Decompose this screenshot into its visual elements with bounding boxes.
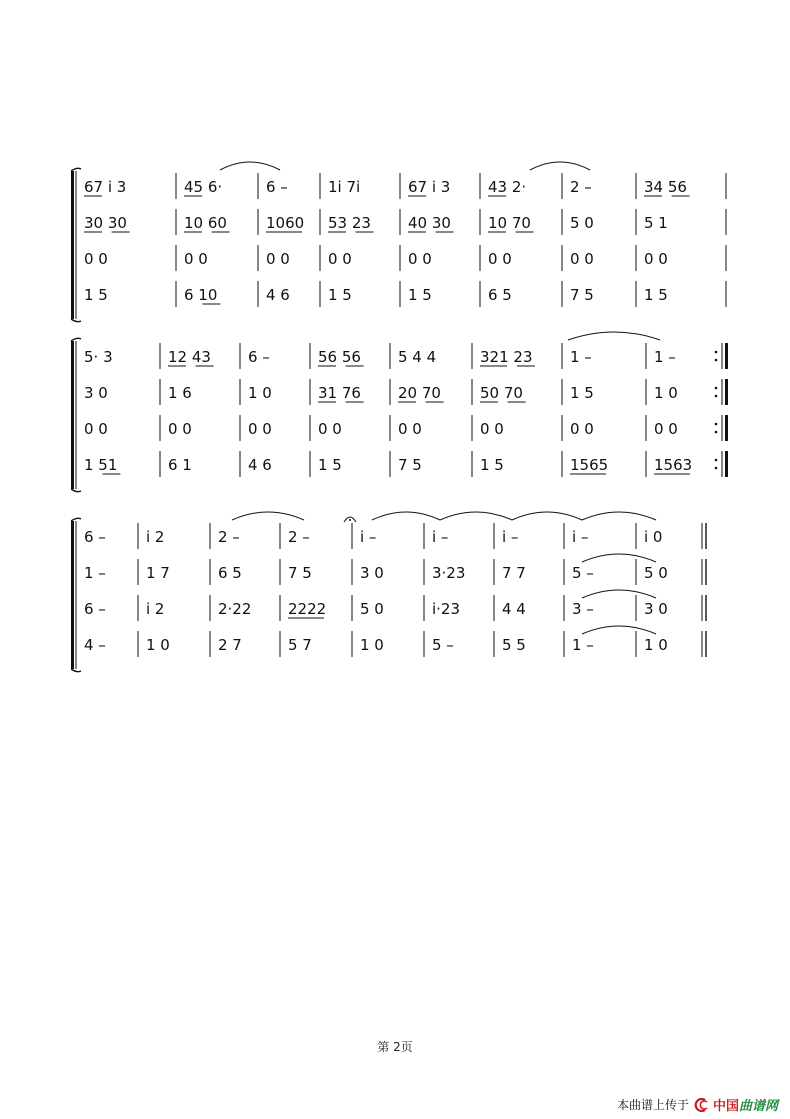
measure-notes: 1 6 bbox=[168, 384, 192, 402]
measure-notes: 1 7 bbox=[146, 564, 170, 582]
measure-notes: 1 0 bbox=[360, 636, 384, 654]
measure-notes: 1 5 bbox=[570, 384, 594, 402]
repeat-dot bbox=[715, 351, 718, 354]
measure-notes: 4 6 bbox=[248, 456, 272, 474]
measure-notes: 7 5 bbox=[398, 456, 422, 474]
measure-notes: 0 0 bbox=[84, 250, 108, 268]
measure-notes: 0 0 bbox=[184, 250, 208, 268]
measure-notes: 0 0 bbox=[654, 420, 678, 438]
measure-notes: 5 0 bbox=[570, 214, 594, 232]
measure-notes: 34 56 bbox=[644, 178, 687, 196]
measure-notes: 2 – bbox=[570, 178, 592, 196]
measure-notes: 4 4 bbox=[502, 600, 526, 618]
measure-notes: 0 0 bbox=[168, 420, 192, 438]
measure-notes: 7 5 bbox=[288, 564, 312, 582]
measure-notes: 1 – bbox=[570, 348, 592, 366]
measure-notes: 1 5 bbox=[84, 286, 108, 304]
tie-slur bbox=[512, 512, 582, 520]
logo-text-red: 中国 bbox=[712, 1099, 739, 1114]
repeat-barline-thick bbox=[725, 451, 728, 477]
measure-notes: 0 0 bbox=[318, 420, 342, 438]
upload-credit: 本曲谱上传于 bbox=[616, 1098, 689, 1112]
measure-notes: 45 6· bbox=[184, 178, 223, 196]
tie-slur bbox=[568, 332, 660, 340]
staff-system bbox=[71, 168, 726, 321]
measure-notes: 1 – bbox=[572, 636, 594, 654]
measure-notes: 6 – bbox=[266, 178, 288, 196]
measure-notes: 43 2· bbox=[488, 178, 527, 196]
measure-notes: 3 0 bbox=[644, 600, 668, 618]
repeat-dot bbox=[715, 423, 718, 426]
measure-notes: 3·23 bbox=[432, 564, 466, 582]
repeat-barline-thick bbox=[725, 379, 728, 405]
system-bracket bbox=[71, 341, 74, 489]
measure-notes: 3 – bbox=[572, 600, 594, 618]
measure-notes: 2 – bbox=[288, 528, 310, 546]
measure-notes: i 2 bbox=[146, 528, 165, 546]
measure-notes: i·23 bbox=[432, 600, 461, 618]
measure-notes: 56 56 bbox=[318, 348, 361, 366]
tie-slur bbox=[582, 590, 656, 598]
measure-notes: 1060 bbox=[266, 214, 305, 232]
measure-notes: 67 i 3 bbox=[408, 178, 451, 196]
measure-notes: 10 60 bbox=[184, 214, 227, 232]
measure-notes: 53 23 bbox=[328, 214, 371, 232]
measure-notes: 3 0 bbox=[360, 564, 384, 582]
fermata-dot bbox=[349, 519, 351, 521]
tie-slur bbox=[582, 626, 656, 634]
measure-notes: 5 0 bbox=[644, 564, 668, 582]
measure-notes: 6 – bbox=[84, 528, 106, 546]
measure-notes: 1 – bbox=[654, 348, 676, 366]
measure-notes: 1 0 bbox=[644, 636, 668, 654]
measure-notes: 5 1 bbox=[644, 214, 668, 232]
measure-notes: 321 23 bbox=[480, 348, 533, 366]
site-logo-icon bbox=[693, 1098, 711, 1112]
measure-notes: 1 0 bbox=[654, 384, 678, 402]
site-logo-text bbox=[713, 1095, 778, 1114]
measure-notes: 0 0 bbox=[266, 250, 290, 268]
measure-notes: i – bbox=[432, 528, 449, 546]
measure-notes: 31 76 bbox=[318, 384, 361, 402]
measure-notes: 5 – bbox=[572, 564, 594, 582]
measure-notes: 67 i 3 bbox=[84, 178, 127, 196]
measure-notes: 1 5 bbox=[408, 286, 432, 304]
footer-watermark bbox=[617, 1095, 778, 1114]
measure-notes: 1 51 bbox=[84, 456, 118, 474]
repeat-dot bbox=[715, 359, 718, 362]
system-bracket bbox=[71, 171, 74, 319]
measure-notes: 0 0 bbox=[84, 420, 108, 438]
measure-notes: 6 5 bbox=[218, 564, 242, 582]
repeat-dot bbox=[715, 395, 718, 398]
system-bracket bbox=[71, 521, 74, 669]
measure-notes: 3 0 bbox=[84, 384, 108, 402]
repeat-dot bbox=[715, 459, 718, 462]
repeat-dot bbox=[715, 431, 718, 434]
measure-notes: 2·22 bbox=[218, 600, 252, 618]
measure-notes: 4 6 bbox=[266, 286, 290, 304]
measure-notes: 30 30 bbox=[84, 214, 127, 232]
repeat-dot bbox=[715, 467, 718, 470]
measure-notes: i – bbox=[572, 528, 589, 546]
measure-notes: 10 70 bbox=[488, 214, 531, 232]
measure-notes: 4 – bbox=[84, 636, 106, 654]
page-number: 第 2页 bbox=[377, 1040, 413, 1054]
repeat-dot bbox=[715, 387, 718, 390]
tie-slur bbox=[232, 512, 304, 520]
measure-notes: 6 – bbox=[248, 348, 270, 366]
measure-notes: 5 5 bbox=[502, 636, 526, 654]
measure-notes: 1 – bbox=[84, 564, 106, 582]
tie-slur bbox=[582, 554, 656, 562]
measure-notes: 7 7 bbox=[502, 564, 526, 582]
measure-notes: 0 0 bbox=[248, 420, 272, 438]
measure-notes: 1i 7i bbox=[328, 178, 361, 196]
measure-notes: i 2 bbox=[146, 600, 165, 618]
measure-notes: i – bbox=[360, 528, 377, 546]
measure-notes: 2222 bbox=[288, 600, 327, 618]
measure-notes: 20 70 bbox=[398, 384, 441, 402]
measure-notes: 5 4 4 bbox=[398, 348, 437, 366]
measure-notes: 6 5 bbox=[488, 286, 512, 304]
measure-notes: 2 7 bbox=[218, 636, 242, 654]
repeat-barline-thick bbox=[725, 343, 728, 369]
measure-notes: 0 0 bbox=[408, 250, 432, 268]
tie-slur bbox=[582, 512, 656, 520]
measure-notes: 1565 bbox=[570, 456, 609, 474]
measure-notes: 6 – bbox=[84, 600, 106, 618]
tie-slur bbox=[440, 512, 512, 520]
measure-notes: 12 43 bbox=[168, 348, 211, 366]
measure-notes: 1563 bbox=[654, 456, 693, 474]
staff-system bbox=[71, 518, 706, 671]
measure-notes: i 0 bbox=[644, 528, 663, 546]
measure-notes: 2 – bbox=[218, 528, 240, 546]
measure-notes: 5 – bbox=[432, 636, 454, 654]
measure-notes: 0 0 bbox=[570, 250, 594, 268]
tie-slur bbox=[372, 512, 440, 520]
measure-notes: 1 5 bbox=[328, 286, 352, 304]
measure-notes: 0 0 bbox=[398, 420, 422, 438]
measure-notes: 1 0 bbox=[248, 384, 272, 402]
measure-notes: 5 0 bbox=[360, 600, 384, 618]
measure-notes: 7 5 bbox=[570, 286, 594, 304]
measure-notes: 0 0 bbox=[328, 250, 352, 268]
measure-notes: 6 1 bbox=[168, 456, 192, 474]
measure-notes: 5 7 bbox=[288, 636, 312, 654]
measure-notes: 1 5 bbox=[644, 286, 668, 304]
logo-text-green: 曲谱网 bbox=[738, 1099, 778, 1114]
measure-notes: 0 0 bbox=[570, 420, 594, 438]
measure-notes: 0 0 bbox=[644, 250, 668, 268]
staff-system bbox=[71, 338, 728, 491]
measure-notes: 50 70 bbox=[480, 384, 523, 402]
tie-slur bbox=[220, 162, 280, 170]
measure-notes: 1 5 bbox=[480, 456, 504, 474]
measure-notes: i – bbox=[502, 528, 519, 546]
measure-notes: 5· 3 bbox=[84, 348, 113, 366]
measure-notes: 6 10 bbox=[184, 286, 218, 304]
measure-notes: 1 5 bbox=[318, 456, 342, 474]
tie-slur bbox=[530, 162, 590, 170]
measure-notes: 0 0 bbox=[488, 250, 512, 268]
measure-notes: 1 0 bbox=[146, 636, 170, 654]
measure-notes: 0 0 bbox=[480, 420, 504, 438]
measure-notes: 40 30 bbox=[408, 214, 451, 232]
repeat-barline-thick bbox=[725, 415, 728, 441]
